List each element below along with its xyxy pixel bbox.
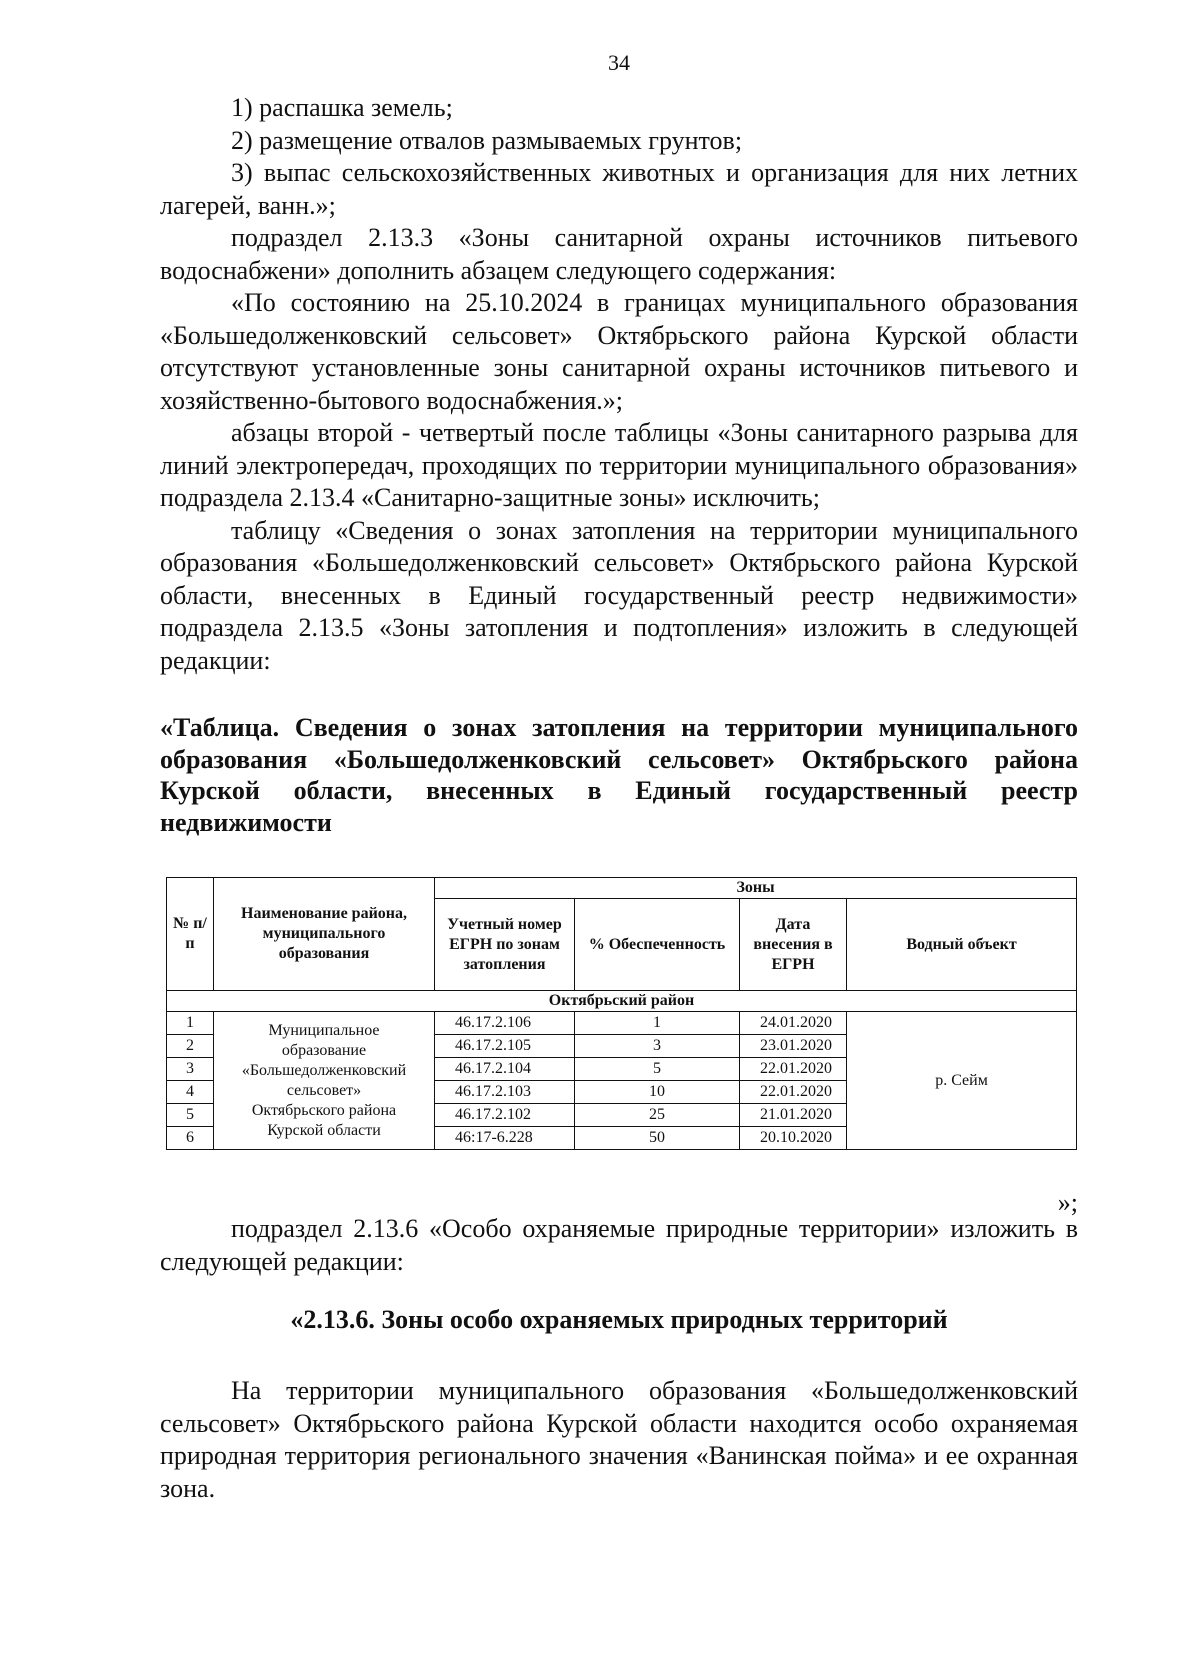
cell-egrn: 46.17.2.103	[435, 1081, 575, 1104]
cell-num: 6	[167, 1127, 214, 1150]
cell-percent: 3	[575, 1035, 740, 1058]
table-container	[166, 877, 1076, 1150]
paragraph-list-item-1: 1) распашка земель;	[231, 93, 453, 122]
paragraph-table-replace: таблицу «Сведения о зонах затопления на территории муниципального образования «Большедолженковский сельсовет» Октябрьского района Курской области, внесенных в Единый государственный реестр недвижимости» подраздела 2.13.5 «Зоны затопления и подтопления» изложить в следующей редакции:	[160, 515, 1078, 675]
header-egrn-number: Учетный номер ЕГРН по зонам затопления	[435, 899, 575, 991]
after-table-text	[160, 1213, 1078, 1278]
header-date: Дата внесения в ЕГРН	[740, 899, 847, 991]
header-water-object: Водный объект	[847, 899, 1077, 991]
cell-num: 4	[167, 1081, 214, 1104]
table-row	[167, 1012, 1077, 1035]
cell-egrn: 46:17-6.228	[435, 1127, 575, 1150]
cell-num: 2	[167, 1035, 214, 1058]
header-zones: Зоны	[435, 878, 1077, 899]
cell-date: 22.01.2020	[740, 1081, 847, 1104]
final-text	[160, 1375, 1078, 1505]
cell-date: 23.01.2020	[740, 1035, 847, 1058]
group-label: Октябрьский район	[167, 991, 1077, 1012]
municipality-line: Октябрьского района	[251, 1101, 397, 1119]
flood-zones-table	[166, 877, 1077, 1150]
municipality-line: сельсовет»	[286, 1081, 362, 1099]
cell-percent: 25	[575, 1104, 740, 1127]
paragraph-subsection-2-13-3: подраздел 2.13.3 «Зоны санитарной охраны источников питьевого водоснабжени» дополнить абзацем следующего содержания:	[160, 223, 1078, 285]
paragraph-protected-territory: На территории муниципального образования «Большедолженковский сельсовет» Октябрьского района Курской области находится особо охраняемая природная территория регионального значения «Ванинская пойма» и ее охранная зона.	[160, 1376, 1078, 1503]
paragraph-subsection-2-13-6: подраздел 2.13.6 «Особо охраняемые природные территории» изложить в следующей редакции:	[160, 1214, 1078, 1276]
page-number: 34	[608, 50, 630, 75]
section-heading: «2.13.6. Зоны особо охраняемых природных территорий	[290, 1305, 948, 1334]
municipality-line: Курской области	[267, 1121, 381, 1139]
cell-egrn: 46.17.2.102	[435, 1104, 575, 1127]
cell-date: 20.10.2020	[740, 1127, 847, 1150]
cell-percent: 50	[575, 1127, 740, 1150]
table-group-row	[167, 991, 1077, 1012]
table-header-row-1	[167, 878, 1077, 899]
table-title: «Таблица. Сведения о зонах затопления на территории муниципального образования «Большедолженковский сельсовет» Октябрьского района Курской области, внесенных в Единый государственный реестр недвижимости	[160, 713, 1078, 837]
municipality-line: Муниципальное	[268, 1021, 380, 1039]
cell-egrn: 46.17.2.104	[435, 1058, 575, 1081]
cell-percent: 5	[575, 1058, 740, 1081]
paragraph-quote-no-zones: «По состоянию на 25.10.2024 в границах муниципального образования «Большедолженковский сельсовет» Октябрьского района Курской области отсутствуют установленные зоны санитарной охраны источников питьевого и хозяйственно-бытового водоснабжения.»;	[160, 288, 1078, 415]
header-num: № п/п	[167, 878, 214, 991]
body-text	[160, 92, 1078, 677]
header-percent: % Обеспеченность	[575, 899, 740, 991]
paragraph-exclude-abzacy: абзацы второй - четвертый после таблицы «Зоны санитарного разрыва для линий электропередач, проходящих по территории муниципального образования» подраздела 2.13.4 «Санитарно-защитные зоны» исключить;	[160, 418, 1078, 512]
cell-num: 1	[167, 1012, 214, 1035]
paragraph-list-item-2: 2) размещение отвалов размываемых грунтов;	[231, 125, 743, 155]
cell-date: 21.01.2020	[740, 1104, 847, 1127]
paragraph-list-item-3: 3) выпас сельскохозяйственных животных и организация для них летних лагерей, ванн.»;	[160, 158, 1078, 220]
cell-date: 22.01.2020	[740, 1058, 847, 1081]
municipality-line: «Большедолженковский	[241, 1061, 407, 1079]
cell-num: 5	[167, 1104, 214, 1127]
cell-percent: 10	[575, 1081, 740, 1104]
cell-date: 24.01.2020	[740, 1012, 847, 1035]
table-closing-quote: »;	[1057, 1188, 1078, 1217]
cell-municipality	[214, 1012, 435, 1150]
header-name: Наименование района, муниципального образования	[214, 878, 435, 991]
cell-water-object: р. Сейм	[847, 1012, 1077, 1150]
cell-num: 3	[167, 1058, 214, 1081]
municipality-line: образование	[281, 1041, 367, 1059]
cell-egrn: 46.17.2.106	[435, 1012, 575, 1035]
cell-egrn: 46.17.2.105	[435, 1035, 575, 1058]
cell-percent: 1	[575, 1012, 740, 1035]
